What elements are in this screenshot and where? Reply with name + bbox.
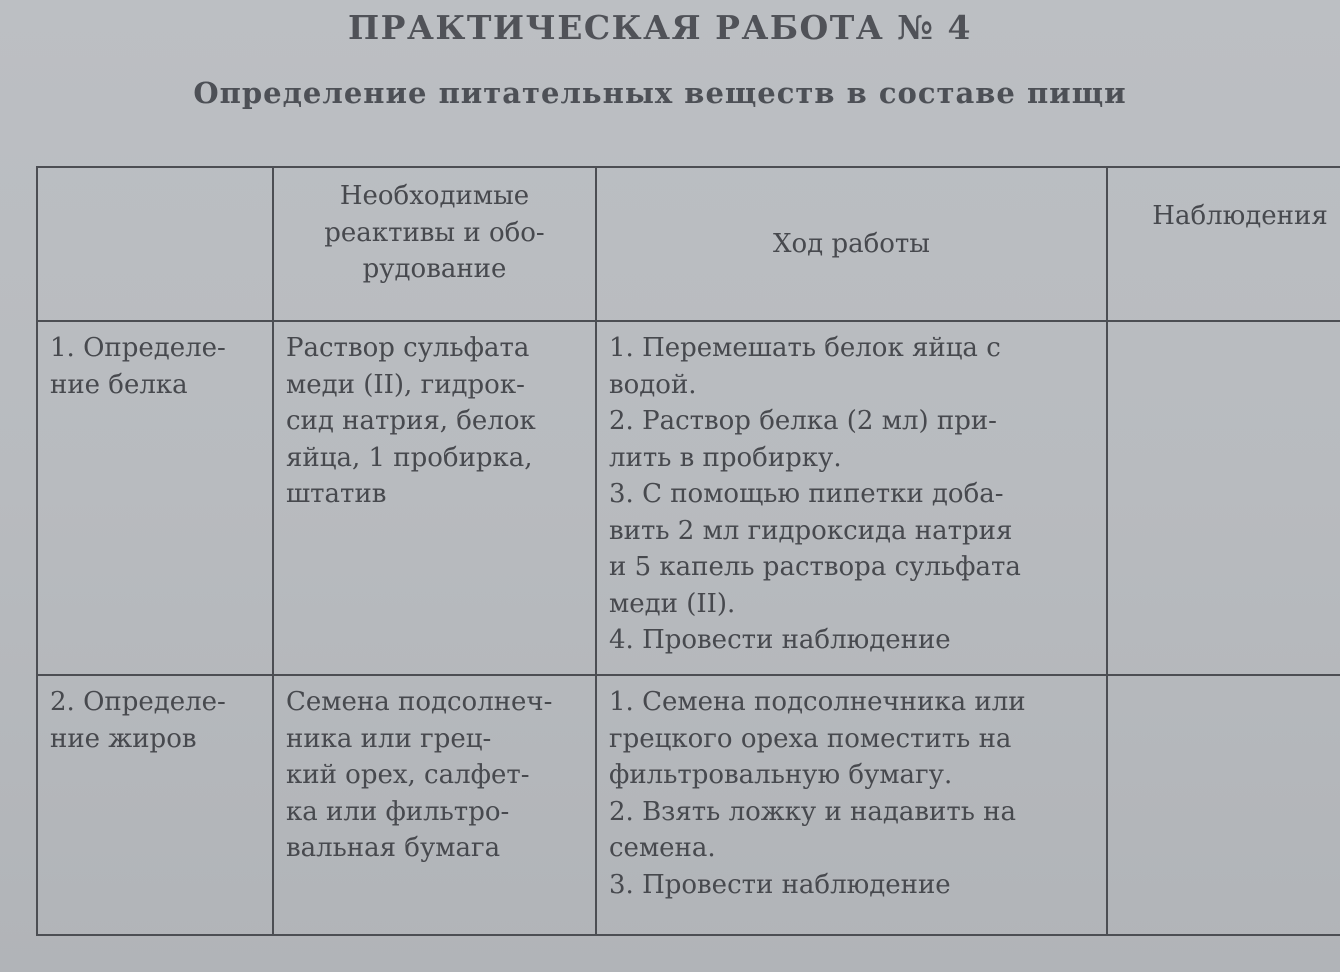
materials-line: Раствор сульфата xyxy=(286,333,530,363)
header-cell-materials xyxy=(273,167,596,321)
procedure-line: и 5 капель раствора сульфата xyxy=(609,552,1021,582)
page-subtitle: Определение питательных веществ в составе пищи xyxy=(193,76,1127,110)
observations-cell[interactable] xyxy=(1107,675,1340,935)
procedure-cell xyxy=(596,675,1107,935)
materials-cell xyxy=(273,675,596,935)
procedure-line: вить 2 мл гидроксида натрия xyxy=(609,515,1013,546)
experiment-name-cell xyxy=(37,675,273,935)
experiment-name-line: ние жиров xyxy=(50,723,197,754)
materials-cell xyxy=(273,321,596,675)
procedure-line: 3. С помощью пипетки доба- xyxy=(609,479,1004,509)
materials-line: кий орех, салфет- xyxy=(286,760,530,790)
materials-line: ника или грец- xyxy=(286,723,492,754)
header-materials-line: реактивы и обо- xyxy=(324,217,545,248)
header-materials-line: Необходимые xyxy=(339,181,530,211)
procedure-line: 3. Провести наблюдение xyxy=(609,869,951,900)
procedure-line: 4. Провести наблюдение xyxy=(609,625,951,655)
header-cell-observations xyxy=(1107,167,1340,321)
procedure-line: 1. Перемешать белок яйца с xyxy=(609,333,1001,363)
procedure-line: водой. xyxy=(609,369,697,400)
materials-line: яйца, 1 пробирка, xyxy=(286,442,533,473)
table-row xyxy=(37,675,1340,935)
practical-work-table xyxy=(36,166,1340,936)
page-title: ПРАКТИЧЕСКАЯ РАБОТА № 4 xyxy=(347,8,973,47)
procedure-line: семена. xyxy=(609,833,716,863)
header-cell-empty xyxy=(37,167,273,321)
procedure-line: 1. Семена подсолнечника или xyxy=(609,687,1026,717)
experiment-name-line: ние белка xyxy=(50,369,188,400)
header-observations-label: Наблюдения xyxy=(1152,201,1328,231)
table-row xyxy=(37,321,1340,675)
procedure-line: фильтровальную бумагу. xyxy=(609,760,953,790)
procedure-line: лить в пробирку. xyxy=(609,442,842,473)
procedure-line: 2. Взять ложку и надавить на xyxy=(609,796,1016,827)
table-header-row xyxy=(37,167,1340,321)
materials-line: меди (II), гидрок- xyxy=(286,369,525,400)
header-procedure-label: Ход работы xyxy=(773,228,930,259)
experiment-name-cell xyxy=(37,321,273,675)
materials-line: вальная бумага xyxy=(286,833,501,863)
header-cell-procedure xyxy=(596,167,1107,321)
observations-cell[interactable] xyxy=(1107,321,1340,675)
procedure-line: грецкого ореха поместить на xyxy=(609,723,1012,754)
materials-line: штатив xyxy=(286,479,387,509)
materials-line: Семена подсолнеч- xyxy=(286,687,553,717)
procedure-line: 2. Раствор белка (2 мл) при- xyxy=(609,406,997,436)
experiment-name-line: 1. Определе- xyxy=(50,333,226,363)
procedure-line: меди (II). xyxy=(609,588,736,619)
materials-line: ка или фильтро- xyxy=(286,796,510,827)
materials-line: сид натрия, белок xyxy=(286,406,536,436)
experiment-name-line: 2. Определе- xyxy=(50,687,226,717)
procedure-cell xyxy=(596,321,1107,675)
header-materials-line: рудование xyxy=(362,254,507,284)
